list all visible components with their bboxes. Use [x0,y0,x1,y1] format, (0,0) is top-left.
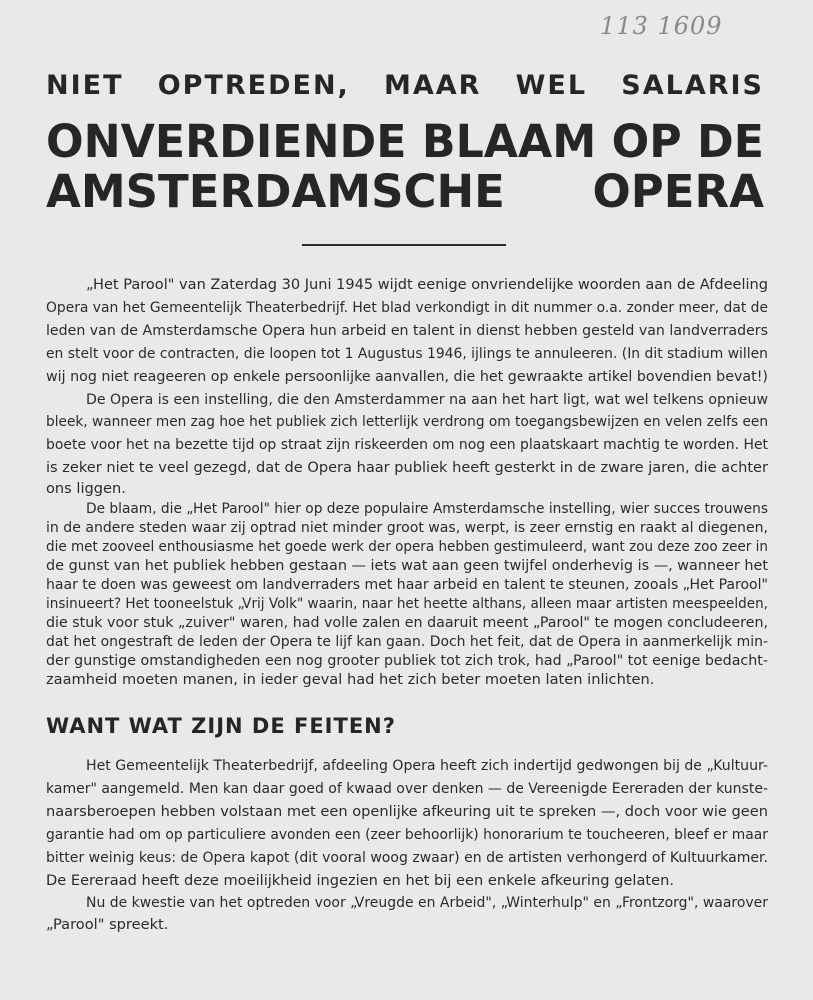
text-line: bitter weinig keus: de Opera kapot (dit vooral woog zwaar) en de artisten verhongerd of Kultuurkamer. [46,849,768,866]
text-line: haar te doen was geweest om landverraders met haar arbeid en talent te steunen, zooals „Het Parool" [46,576,768,593]
text-line: ons liggen. [46,480,126,497]
text-line: boete voor het na bezette tijd op straat zijn riskeerden om nog een plaatskaart machtig te worden. Het [46,436,768,453]
text-line: De Eereraad heeft deze moeilijkheid ingezien en het bij een enkele afkeuring gelaten. [46,872,674,889]
section-heading: WANT WAT ZIJN DE FEITEN? [46,714,396,738]
text-line: in de andere steden waar zij optrad niet minder groot was, werpt, is zeer ernstig en raakt al diegenen, [46,519,768,536]
text-line: Nu de kwestie van het optreden voor „Vreugde en Arbeid", „Winterhulp" en „Frontzorg", waarover [86,894,768,911]
text-line: zaamheid moeten manen, in ieder geval had het zich beter moeten laten inlichten. [46,671,655,688]
text-line: garantie had om op particuliere avonden een (zeer behoorlijk) honorarium te toucheeren, bleef er maar [46,826,768,843]
text-line: en stelt voor de contracten, die loopen tot 1 Augustus 1946, ijlings te annuleeren. (In dit stadium willen [46,345,768,362]
text-line: insinueert? Het tooneelstuk „Vrij Volk" waarin, naar het heette althans, alleen maar artisten meespeelden, [46,595,768,612]
text-line: is zeker niet te veel gezegd, dat de Opera haar publiek heeft gesterkt in de zware jaren, die achter [46,459,768,476]
text-line: die stuk voor stuk „zuiver" waren, had volle zalen en daaruit meent „Parool" te mogen concludeeren, [46,614,768,631]
text-line: De blaam, die „Het Parool" hier op deze populaire Amsterdamsche instelling, wier succes trouwens [86,500,768,517]
text-line: „Parool" spreekt. [46,916,169,933]
text-line: „Het Parool" van Zaterdag 30 Juni 1945 wijdt eenige onvriendelijke woorden aan de Afdeeling [86,276,768,293]
text-line: der gunstige omstandigheden een nog grooter publiek tot zich trok, had „Parool" tot eenige bedacht- [46,652,768,669]
text-line: dat het ongestraft de leden der Opera te lijf kan gaan. Doch het feit, dat de Opera in aanmerkelijk min- [46,633,768,650]
kicker-title: NIET OPTREDEN, MAAR WEL SALARIS [46,70,764,101]
text-line: De Opera is een instelling, die den Amsterdammer na aan het hart ligt, wat wel telkens opnieuw [86,391,768,408]
text-line: leden van de Amsterdamsche Opera hun arbeid en talent in dienst hebben gesteld van landverraders [46,322,768,339]
text-line: kamer" aangemeld. Men kan daar goed of kwaad over denken — de Vereenigde Eereraden der kunste- [46,780,768,797]
handwritten-archive-number: 113 1609 [600,12,723,40]
headline-line-1: ONVERDIENDE BLAAM OP DE [46,115,764,168]
text-line: Opera van het Gemeentelijk Theaterbedrijf. Het blad verkondigt in dit nummer o.a. zonder meer, dat de [46,299,768,316]
text-line: naarsberoepen hebben volstaan met een openlijke afkeuring uit te spreken —, doch voor wie geen [46,803,768,820]
text-line: Het Gemeentelijk Theaterbedrijf, afdeeling Opera heeft zich indertijd gedwongen bij de „Kultuur- [86,757,768,774]
text-line: bleek, wanneer men zag hoe het publiek zich letterlijk verdrong om toegangsbewijzen en velen zelfs een [46,413,768,430]
title-divider [302,244,506,246]
text-line: die met zooveel enthousiasme het goede werk der opera hebben gestimuleerd, want zou deze zoo zeer in [46,538,768,555]
text-line: de gunst van het publiek hebben gestaan — iets wat aan geen twijfel onderhevig is —, wanneer het [46,557,768,574]
text-line: wij nog niet reageeren op enkele persoonlijke aanvallen, die het gewraakte artikel bovendien bevat!) [46,368,768,385]
headline-line-2: AMSTERDAMSCHE OPERA [46,165,764,218]
